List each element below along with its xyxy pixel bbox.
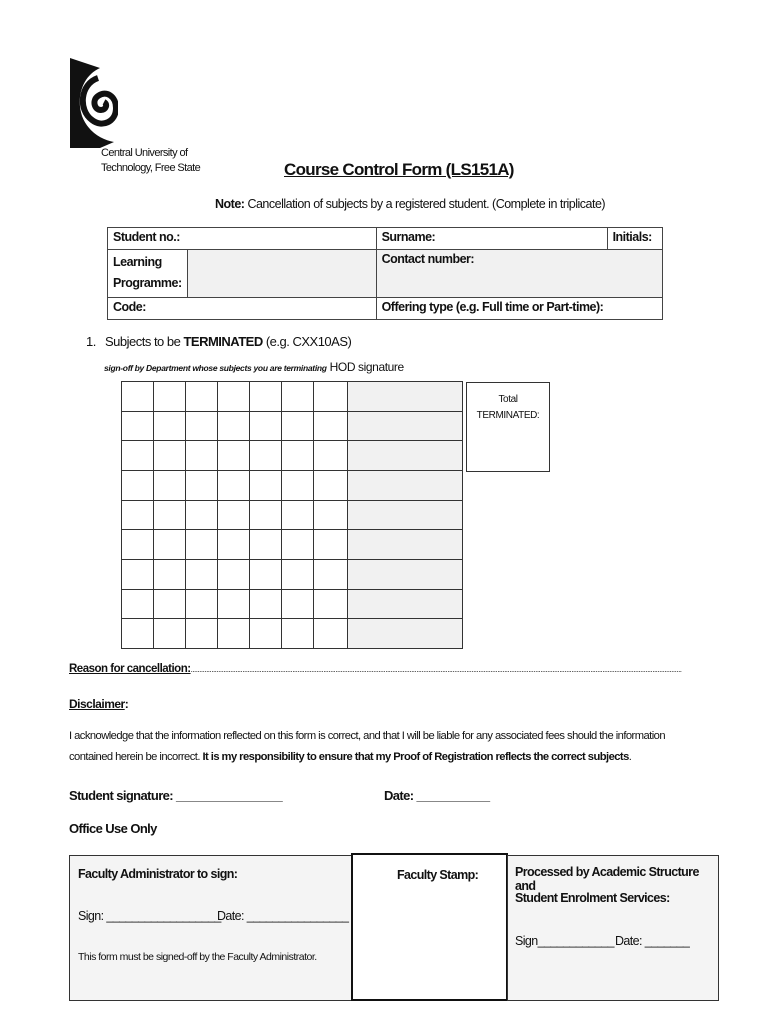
subject-code-cell[interactable] xyxy=(282,619,314,649)
disclaimer-body: I acknowledge that the information reflected on this form is correct, and that I will be liable for any associated fees should the information contained herein be incorrect. xyxy=(69,730,665,763)
disclaimer-end: . xyxy=(628,751,632,763)
student-info-table xyxy=(107,227,663,320)
subject-code-cell[interactable] xyxy=(314,411,348,441)
subject-code-cell[interactable] xyxy=(122,411,154,441)
code-label: Code: xyxy=(113,299,146,314)
academic-sign[interactable]: Sign____________ xyxy=(515,934,614,948)
subject-code-cell[interactable] xyxy=(154,559,186,589)
subject-code-cell[interactable] xyxy=(250,470,282,500)
subject-code-cell[interactable] xyxy=(314,530,348,560)
reason-input[interactable]: ............................................................................................................................................................................................................................................................................................. xyxy=(190,665,682,674)
faculty-admin-box xyxy=(69,855,352,1001)
disclaimer-bold: It is my responsibility to ensure that my Proof of Registration reflects the correct subjects xyxy=(199,751,629,763)
subject-code-cell[interactable] xyxy=(122,589,154,619)
offering-type-cell[interactable] xyxy=(376,297,662,319)
initials-label: Initials: xyxy=(612,230,652,244)
subject-row xyxy=(122,559,463,589)
offering-type-label: Offering type (e.g. Full time or Part-time): xyxy=(381,299,604,314)
note-text: Cancellation of subjects by a registered student. (Complete in triplicate) xyxy=(247,197,606,211)
subject-code-cell[interactable] xyxy=(154,530,186,560)
subject-code-cell[interactable] xyxy=(250,382,282,412)
total-label: Total xyxy=(498,394,518,405)
hod-signature-cell[interactable] xyxy=(348,500,463,530)
subject-code-cell[interactable] xyxy=(154,500,186,530)
code-cell[interactable] xyxy=(108,297,377,319)
reason-label: Reason for cancellation: xyxy=(69,663,191,675)
note-label: Note: xyxy=(215,197,245,211)
subject-code-cell[interactable] xyxy=(218,619,250,649)
section-terminated: TERMINATED xyxy=(183,334,263,349)
hod-signature-cell[interactable] xyxy=(348,619,463,649)
section-prefix: Subjects to be xyxy=(104,334,184,349)
subject-code-cell[interactable] xyxy=(122,619,154,649)
subject-code-cell[interactable] xyxy=(154,441,186,471)
academic-date[interactable]: Date: _______ xyxy=(615,934,690,948)
subject-row xyxy=(122,500,463,530)
subject-row xyxy=(122,441,463,471)
disclaimer-text xyxy=(69,726,709,768)
subject-code-cell[interactable] xyxy=(314,589,348,619)
subject-code-cell[interactable] xyxy=(218,470,250,500)
subject-code-cell[interactable] xyxy=(282,500,314,530)
subject-code-cell[interactable] xyxy=(314,382,348,412)
subject-code-cell[interactable] xyxy=(154,589,186,619)
subject-row xyxy=(122,619,463,649)
contact-number-label: Contact number: xyxy=(381,252,475,267)
student-no-label: Student no.: xyxy=(113,230,180,244)
reason-line xyxy=(69,663,709,675)
subject-code-cell[interactable] xyxy=(186,589,218,619)
subject-code-cell[interactable] xyxy=(122,559,154,589)
subject-code-cell[interactable] xyxy=(250,589,282,619)
disclaimer-colon: : xyxy=(124,697,129,711)
hod-signature-cell[interactable] xyxy=(348,470,463,500)
learning-label: Learning xyxy=(113,255,162,270)
note-line xyxy=(215,197,605,211)
signoff-instruction: sign-off by Department whose subjects you are terminating xyxy=(104,363,327,373)
student-no-cell[interactable] xyxy=(108,228,377,250)
hod-signature-cell[interactable] xyxy=(348,441,463,471)
subject-code-cell[interactable] xyxy=(122,500,154,530)
subject-code-cell[interactable] xyxy=(186,500,218,530)
subject-code-cell[interactable] xyxy=(282,382,314,412)
subject-code-cell[interactable] xyxy=(314,559,348,589)
hod-signature-cell[interactable] xyxy=(348,559,463,589)
logo-text-line1: Central University of xyxy=(101,147,188,159)
student-signature-line[interactable]: ________________ xyxy=(176,788,283,803)
section-1-heading xyxy=(86,334,351,349)
subject-code-cell[interactable] xyxy=(218,559,250,589)
section-number: 1. xyxy=(86,334,96,349)
academic-line1: Processed by Academic Structure and xyxy=(515,865,699,893)
subject-code-cell[interactable] xyxy=(282,589,314,619)
student-signature-label: Student signature: xyxy=(69,788,174,803)
disclaimer-heading xyxy=(69,697,128,711)
subject-code-cell[interactable] xyxy=(186,441,218,471)
faculty-admin-date[interactable]: Date: ________________ xyxy=(217,909,349,923)
subject-code-cell[interactable] xyxy=(282,441,314,471)
subject-code-cell[interactable] xyxy=(218,530,250,560)
hod-signature-label: HOD signature xyxy=(329,360,404,374)
subject-code-cell[interactable] xyxy=(314,441,348,471)
hod-signature-cell[interactable] xyxy=(348,382,463,412)
surname-label: Surname: xyxy=(381,230,436,244)
subject-code-cell[interactable] xyxy=(218,382,250,412)
hod-signature-cell[interactable] xyxy=(348,589,463,619)
subject-code-cell[interactable] xyxy=(122,470,154,500)
office-use-heading: Office Use Only xyxy=(69,821,157,836)
subject-code-cell[interactable] xyxy=(186,382,218,412)
faculty-stamp-title: Faculty Stamp: xyxy=(397,868,479,882)
faculty-stamp-box[interactable] xyxy=(351,853,508,1001)
subject-row xyxy=(122,411,463,441)
subject-code-cell[interactable] xyxy=(186,619,218,649)
initials-cell[interactable] xyxy=(607,228,662,250)
subject-row xyxy=(122,382,463,412)
logo-text-line2: Technology, Free State xyxy=(101,162,201,174)
programme-label: Programme: xyxy=(113,276,182,291)
subject-code-cell[interactable] xyxy=(154,619,186,649)
faculty-admin-note: This form must be signed-off by the Faculty Administrator. xyxy=(78,951,317,963)
learning-programme-input[interactable] xyxy=(187,250,376,298)
signoff-line xyxy=(104,360,404,374)
student-date-field[interactable]: Date: ___________ xyxy=(384,788,490,803)
subject-code-cell[interactable] xyxy=(282,411,314,441)
faculty-admin-sign[interactable]: Sign: __________________ xyxy=(78,909,221,923)
subject-code-cell[interactable] xyxy=(314,619,348,649)
subject-code-cell[interactable] xyxy=(154,411,186,441)
contact-number-cell[interactable] xyxy=(376,250,662,298)
cut-logo-mark-icon xyxy=(68,58,118,148)
subject-code-cell[interactable] xyxy=(218,500,250,530)
terminated-label: TERMINATED: xyxy=(476,410,540,421)
subject-code-cell[interactable] xyxy=(314,500,348,530)
section-suffix: (e.g. CXX10AS) xyxy=(262,334,352,349)
academic-line2: Student Enrolment Services: xyxy=(515,891,670,905)
subject-row xyxy=(122,530,463,560)
page-title: Course Control Form (LS151A) xyxy=(284,160,514,179)
hod-signature-cell[interactable] xyxy=(348,530,463,560)
subject-code-cell[interactable] xyxy=(122,441,154,471)
subject-code-cell[interactable] xyxy=(250,411,282,441)
disclaimer-label: Disclaimer xyxy=(69,697,125,711)
subject-code-cell[interactable] xyxy=(186,411,218,441)
subject-code-cell[interactable] xyxy=(250,559,282,589)
subject-code-cell[interactable] xyxy=(122,382,154,412)
subject-code-cell[interactable] xyxy=(314,470,348,500)
subject-code-cell[interactable] xyxy=(250,441,282,471)
subject-code-cell[interactable] xyxy=(282,559,314,589)
subject-code-cell[interactable] xyxy=(122,530,154,560)
subject-code-cell[interactable] xyxy=(250,500,282,530)
total-terminated-box[interactable] xyxy=(466,382,550,472)
subject-code-cell[interactable] xyxy=(218,441,250,471)
subject-code-cell[interactable] xyxy=(218,589,250,619)
cut-logo xyxy=(68,58,118,178)
faculty-admin-title: Faculty Administrator to sign: xyxy=(78,867,238,881)
academic-structure-box xyxy=(507,855,719,1001)
subject-code-cell[interactable] xyxy=(218,411,250,441)
subject-code-cell[interactable] xyxy=(186,559,218,589)
subject-code-cell[interactable] xyxy=(154,382,186,412)
subject-row xyxy=(122,589,463,619)
subject-code-cell[interactable] xyxy=(250,619,282,649)
learning-programme-label-cell xyxy=(108,250,188,298)
subject-code-cell[interactable] xyxy=(186,470,218,500)
subject-code-cell[interactable] xyxy=(154,470,186,500)
subject-code-cell[interactable] xyxy=(186,530,218,560)
subject-code-grid xyxy=(121,381,463,649)
subject-code-cell[interactable] xyxy=(282,530,314,560)
subject-row xyxy=(122,470,463,500)
hod-signature-cell[interactable] xyxy=(348,411,463,441)
subject-code-cell[interactable] xyxy=(250,530,282,560)
subject-code-cell[interactable] xyxy=(282,470,314,500)
surname-cell[interactable] xyxy=(376,228,607,250)
